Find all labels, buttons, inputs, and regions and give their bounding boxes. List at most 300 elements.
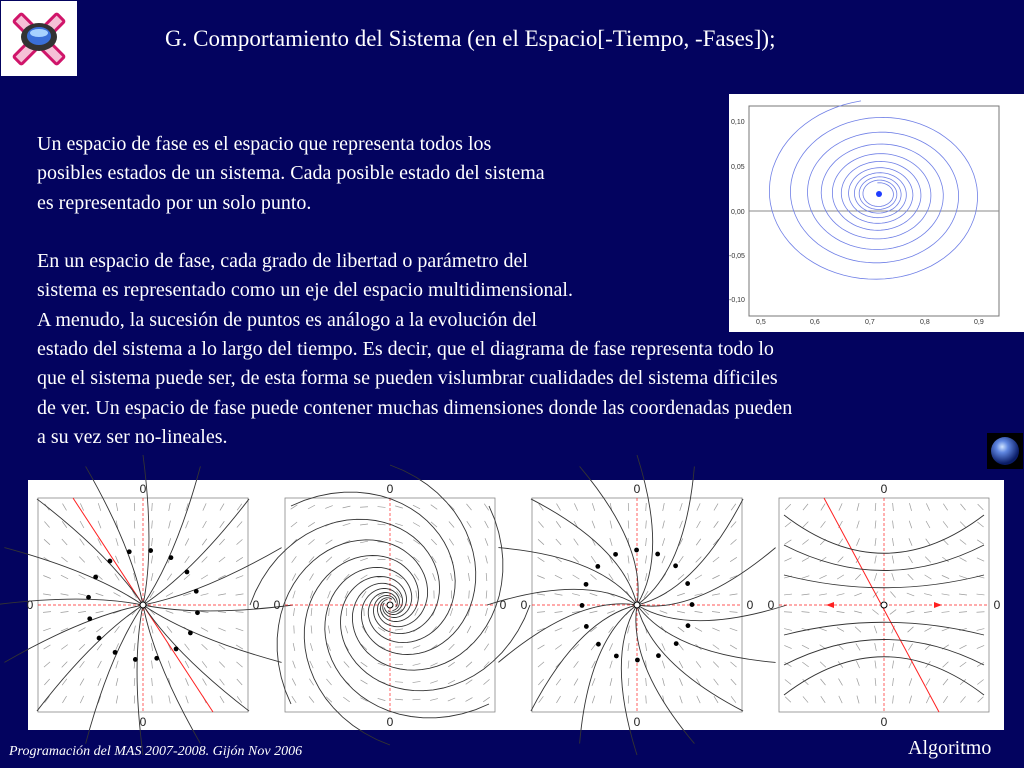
vector-field-arrow [450, 608, 452, 616]
vector-field-arrow [909, 538, 912, 545]
vector-field-arrow [78, 628, 85, 632]
vector-field-arrow [695, 628, 702, 632]
vector-field-arrow [360, 507, 368, 508]
vector-field-arrow [449, 521, 454, 527]
vector-field-arrow [134, 696, 135, 704]
vector-field-arrow [413, 505, 420, 509]
vector-field-arrow [802, 594, 810, 595]
vector-field-arrow [484, 504, 488, 511]
trajectory [143, 548, 282, 605]
vector-field-arrow [327, 661, 331, 668]
trajectory [143, 605, 282, 662]
direction-arrow [185, 570, 190, 575]
vector-field-arrow [309, 696, 314, 702]
vector-field-arrow [960, 504, 965, 510]
vector-field-arrow [907, 611, 915, 613]
vector-field-arrow [236, 628, 244, 631]
vector-field-arrow [98, 521, 101, 528]
vector-field-arrow [960, 522, 966, 528]
vector-field-arrow [537, 612, 545, 613]
fixed-point [387, 602, 393, 608]
vector-field-arrow [152, 661, 153, 669]
trajectory [637, 605, 743, 711]
axis-label-bottom: 0 [633, 715, 641, 729]
vector-field-arrow [731, 696, 736, 702]
trajectory [531, 499, 637, 605]
x-tick: 0,5 [756, 319, 766, 326]
vector-field-arrow [326, 557, 332, 562]
axis-label-left: 0 [520, 598, 528, 612]
orb-button[interactable] [987, 433, 1023, 469]
direction-arrow [690, 602, 695, 607]
vector-field-arrow [378, 698, 386, 700]
vector-field-arrow [79, 575, 86, 579]
trajectory [637, 499, 743, 605]
vector-field-arrow [802, 612, 810, 613]
vector-field-arrow [484, 644, 489, 651]
vector-field-arrow [343, 506, 351, 508]
axis-label-top: 0 [633, 482, 641, 496]
vector-field-arrow [220, 504, 224, 511]
trajectory [143, 466, 200, 605]
vector-field-arrow [79, 644, 85, 649]
vector-field-arrow [293, 608, 294, 616]
vector-field-arrow [114, 593, 121, 597]
vector-field-arrow [978, 504, 984, 510]
vector-field-arrow [152, 538, 153, 546]
vector-field-arrow [892, 661, 893, 669]
vector-field-arrow [451, 573, 453, 581]
vector-field-arrow [926, 503, 929, 510]
vector-field-arrow [468, 573, 469, 581]
vector-field-arrow [785, 504, 791, 510]
vector-field-arrow [80, 661, 85, 667]
vector-field-arrow [555, 612, 563, 613]
vector-field-arrow [610, 521, 612, 529]
vector-field-arrow [573, 575, 580, 579]
vector-field-arrow [466, 698, 473, 702]
axis-label-top: 0 [139, 482, 147, 496]
vector-field-arrow [730, 628, 738, 631]
vector-field-arrow [628, 521, 629, 529]
vector-field-arrow [819, 575, 826, 578]
vector-field-arrow [925, 557, 931, 563]
vector-field-arrow [202, 644, 208, 649]
vector-field-arrow [628, 626, 630, 634]
vector-field-arrow [839, 696, 842, 703]
vector-field-arrow [712, 594, 720, 595]
vector-field-arrow [893, 678, 894, 686]
vector-field-arrow [80, 521, 84, 528]
vector-field-arrow [344, 662, 349, 668]
vector-field-arrow [819, 612, 827, 613]
vector-field-arrow [325, 506, 332, 509]
vector-field-arrow [977, 612, 985, 613]
vector-field-arrow [854, 593, 861, 596]
x-tick: 0,6 [810, 319, 820, 326]
vector-field-arrow [152, 521, 153, 529]
vector-field-arrow [943, 679, 948, 685]
vector-field-arrow [62, 539, 67, 545]
axis-label-top: 0 [880, 482, 888, 496]
vector-field-arrow [628, 678, 629, 686]
vector-field-arrow [680, 696, 683, 704]
vector-field-arrow [875, 556, 876, 564]
vector-field-arrow [714, 679, 719, 685]
trajectory [250, 519, 440, 633]
vector-field-arrow [857, 678, 860, 686]
trajectory [4, 605, 143, 662]
vector-field-arrow [978, 697, 984, 703]
vector-field-arrow [448, 698, 455, 701]
vector-field-arrow [628, 643, 629, 651]
vector-field-arrow [485, 608, 487, 616]
vector-field-arrow [646, 503, 647, 511]
vector-field-arrow [166, 611, 174, 614]
vector-field-arrow [43, 628, 51, 631]
vector-field-arrow [430, 663, 437, 666]
vector-field-arrow [485, 521, 489, 528]
vector-field-arrow [538, 539, 544, 544]
vector-field-arrow [328, 591, 331, 598]
vector-field-arrow [98, 503, 100, 511]
vector-field-arrow [310, 661, 313, 668]
vector-field-arrow [908, 574, 914, 580]
vector-field-arrow [236, 557, 243, 561]
vector-field-arrow [574, 539, 579, 546]
vector-field-arrow [959, 612, 967, 613]
vector-field-arrow [395, 699, 403, 700]
vector-field-arrow [926, 521, 930, 528]
vector-field-arrow [466, 504, 471, 510]
vector-field-arrow [646, 538, 647, 546]
vector-field-arrow [98, 678, 101, 685]
vector-field-arrow [839, 503, 842, 510]
vector-field-arrow [785, 540, 792, 544]
vector-field-arrow [466, 680, 473, 685]
vector-field-arrow [730, 612, 738, 613]
vector-field-arrow [183, 611, 191, 613]
vector-field-arrow [467, 626, 471, 633]
axis-label-right: 0 [746, 598, 754, 612]
vector-field-arrow [449, 626, 453, 633]
vector-field-arrow [646, 678, 647, 686]
text-line: estado del sistema a lo largo del tiempo. Es decir, que el diagrama de fase representa todo lo [37, 338, 774, 361]
text-line: sistema es representado como un eje del espacio multidimensional. [37, 279, 573, 302]
vector-field-arrow [413, 646, 420, 649]
vector-field-arrow [837, 628, 844, 632]
vector-field-arrow [96, 627, 102, 632]
vector-field-arrow [890, 591, 895, 597]
vector-field-arrow [220, 521, 225, 528]
vector-field-arrow [875, 538, 876, 546]
vector-field-arrow [697, 696, 700, 703]
vector-field-arrow [115, 556, 118, 563]
vector-field-arrow [802, 645, 809, 649]
vector-field-arrow [730, 662, 736, 667]
vector-field-arrow [185, 678, 188, 685]
vector-field-arrow [892, 538, 893, 546]
vector-field-arrow [326, 679, 331, 685]
vector-field-arrow [116, 696, 118, 704]
vector-field-arrow [43, 576, 50, 579]
vector-field-arrow [185, 661, 189, 668]
vector-field-arrow [537, 576, 544, 579]
vector-field-arrow [943, 696, 947, 703]
vector-field-arrow [431, 505, 437, 510]
vector-field-arrow [292, 556, 297, 562]
vector-field-arrow [645, 556, 646, 564]
vector-field-arrow [61, 575, 68, 579]
vector-field-arrow [784, 629, 792, 631]
vector-field-arrow [309, 679, 313, 686]
vector-field-arrow [220, 696, 224, 703]
vector-field-arrow [730, 645, 737, 649]
vector-field-arrow [292, 696, 296, 703]
vector-field-arrow [329, 608, 330, 616]
vector-field-arrow [134, 556, 135, 564]
vector-field-arrow [785, 697, 791, 703]
vector-field-arrow [537, 594, 545, 595]
vector-field-arrow [308, 539, 314, 544]
vector-field-arrow [785, 522, 791, 527]
vector-field-arrow [926, 696, 929, 703]
vector-field-arrow [186, 521, 189, 528]
vector-field-arrow [712, 628, 719, 631]
vector-field-arrow [98, 661, 102, 668]
trajectory [143, 605, 200, 744]
vector-field-arrow [293, 643, 295, 651]
x-tick: 0,8 [920, 319, 930, 326]
vector-field-arrow [663, 678, 665, 686]
direction-arrow [655, 552, 660, 557]
vector-field-arrow [292, 573, 296, 580]
trajectory [637, 455, 653, 605]
vector-field-arrow [44, 645, 51, 649]
vector-field-arrow [977, 594, 985, 595]
phase-portraits-svg [28, 480, 1004, 730]
direction-arrow [174, 647, 179, 652]
vector-field-arrow [959, 576, 967, 579]
vector-field-arrow [360, 524, 368, 525]
direction-arrow [685, 581, 690, 586]
vector-field-arrow [960, 558, 967, 562]
vector-field-arrow [731, 504, 736, 511]
axis-label-left: 0 [767, 598, 775, 612]
vector-field-arrow [201, 575, 208, 579]
text-line: posibles estados de un sistema. Cada posible estado del sistema [37, 162, 545, 185]
vector-field-arrow [908, 627, 914, 632]
direction-arrow [596, 642, 601, 647]
fixed-point [634, 602, 640, 608]
vector-field-arrow [116, 538, 118, 546]
vector-field-arrow [821, 521, 826, 527]
axis-label-bottom: 0 [139, 715, 147, 729]
vector-field-arrow [909, 696, 911, 704]
vector-field-arrow [236, 612, 244, 613]
vector-field-arrow [819, 594, 827, 595]
vector-field-arrow [413, 699, 421, 700]
axis-label-left: 0 [26, 598, 34, 612]
vector-field-arrow [413, 523, 420, 527]
direction-arrow [580, 603, 585, 608]
vector-field-arrow [202, 679, 206, 686]
trajectory [0, 599, 143, 605]
vector-field-arrow [645, 643, 646, 651]
trajectory [341, 576, 531, 690]
vector-field-arrow [185, 556, 190, 563]
vector-field-arrow [62, 662, 68, 668]
vector-field-arrow [134, 626, 136, 634]
vector-field-arrow [926, 679, 930, 686]
vector-field-arrow [416, 591, 417, 599]
vector-field-arrow [573, 644, 579, 649]
vector-field-arrow [646, 696, 647, 704]
vector-field-arrow [837, 575, 844, 579]
vector-field-arrow [202, 557, 208, 563]
vector-field-arrow [134, 678, 135, 686]
vector-field-arrow [802, 576, 810, 579]
vector-field-arrow [908, 556, 912, 563]
vector-field-arrow [486, 591, 487, 599]
vector-field-arrow [977, 645, 984, 648]
vector-field-arrow [43, 594, 51, 595]
vector-field-arrow [697, 503, 700, 510]
vector-field-arrow [678, 627, 684, 632]
vector-field-arrow [237, 539, 243, 544]
axis-label-bottom: 0 [386, 715, 394, 729]
trajectory [137, 605, 143, 755]
vector-field-arrow [538, 645, 545, 649]
vector-field-arrow [573, 557, 579, 563]
vector-field-arrow [167, 574, 172, 581]
vector-field-arrow [555, 594, 563, 595]
vector-field-arrow [679, 556, 684, 563]
vector-field-arrow [166, 593, 173, 597]
footer-section-label: Algoritmo [908, 737, 992, 759]
vector-field-arrow [151, 556, 152, 564]
vector-field-arrow [857, 521, 860, 529]
direction-arrow [108, 559, 113, 564]
vector-field-arrow [819, 628, 826, 631]
vector-field-arrow [663, 521, 665, 529]
vector-field-arrow [591, 556, 596, 563]
vector-field-arrow [168, 538, 170, 546]
vector-field-arrow [328, 626, 329, 634]
text-line: Un espacio de fase es el espacio que representa todos los [37, 133, 492, 155]
vector-field-arrow [202, 661, 207, 667]
vector-field-arrow [378, 627, 385, 631]
vector-field-arrow [628, 661, 629, 669]
vector-field-arrow [695, 575, 702, 579]
vector-field-arrow [218, 612, 226, 613]
vector-field-arrow [646, 521, 647, 529]
vector-field-arrow [395, 541, 403, 544]
vector-field-arrow [395, 558, 402, 561]
vector-field-arrow [430, 681, 438, 684]
direction-arrow [113, 650, 118, 655]
axis-label-right: 0 [252, 598, 260, 612]
vector-field-arrow [186, 696, 189, 704]
vector-field-arrow [890, 610, 896, 615]
direction-arrow [148, 548, 153, 553]
vector-field-arrow [821, 696, 825, 703]
vector-field-arrow [837, 594, 845, 596]
vector-field-arrow [361, 680, 368, 684]
vector-field-arrow [679, 644, 684, 650]
vector-field-arrow [43, 612, 51, 613]
vector-field-arrow [645, 573, 647, 581]
vector-field-arrow [856, 661, 859, 668]
vector-field-arrow [168, 661, 170, 669]
vector-field-arrow [292, 678, 296, 685]
vector-field-arrow [821, 504, 825, 511]
vector-field-arrow [45, 696, 50, 702]
vector-field-arrow [483, 697, 490, 702]
y-tick: 0,10 [731, 119, 745, 126]
direction-arrow [154, 656, 159, 661]
vector-field-arrow [838, 539, 843, 546]
axis-label-top: 0 [386, 482, 394, 496]
vector-field-arrow [151, 626, 153, 634]
trajectory [86, 466, 143, 605]
cross-orb-logo-icon [1, 1, 77, 76]
text-line: a su vez ser no-lineales. [37, 425, 228, 448]
vector-field-arrow [610, 538, 612, 546]
vector-field-arrow [592, 696, 595, 704]
direction-arrow [93, 575, 98, 580]
vector-field-arrow [134, 503, 135, 511]
vector-field-arrow [468, 556, 470, 564]
vector-field-arrow [115, 626, 120, 632]
vector-field-arrow [677, 611, 685, 613]
vector-field-arrow [169, 521, 171, 529]
vector-field-arrow [378, 507, 386, 508]
vector-field-arrow [909, 678, 912, 686]
vector-field-arrow [395, 629, 403, 630]
vector-field-arrow [538, 662, 544, 667]
vector-field-arrow [291, 522, 297, 527]
vector-field-arrow [942, 594, 950, 595]
text-line: En un espacio de fase, cada grado de libertad o parámetro del [37, 250, 528, 273]
vector-field-arrow [430, 699, 438, 701]
vector-field-arrow [892, 573, 894, 581]
vector-field-arrow [592, 521, 595, 528]
vector-field-arrow [820, 662, 826, 668]
vector-field-arrow [466, 662, 472, 667]
vector-field-arrow [433, 573, 436, 580]
vector-field-arrow [134, 521, 135, 529]
vector-field-arrow [959, 645, 966, 649]
vector-field-arrow [875, 678, 876, 686]
direction-arrow [87, 616, 92, 621]
vector-field-arrow [539, 696, 544, 702]
vector-field-arrow [116, 661, 118, 669]
vector-field-arrow [556, 539, 561, 545]
direction-arrow [934, 602, 942, 608]
vector-field-arrow [326, 540, 333, 544]
axis-label-right: 0 [499, 598, 507, 612]
vector-field-arrow [856, 644, 860, 651]
vector-field-arrow [907, 593, 914, 596]
vector-field-arrow [486, 573, 487, 581]
vector-field-arrow [713, 557, 719, 562]
vector-field-arrow [803, 696, 808, 702]
vector-field-arrow [236, 576, 243, 579]
vector-field-arrow [960, 540, 966, 545]
direction-arrow [673, 563, 678, 568]
vector-field-arrow [96, 611, 104, 613]
